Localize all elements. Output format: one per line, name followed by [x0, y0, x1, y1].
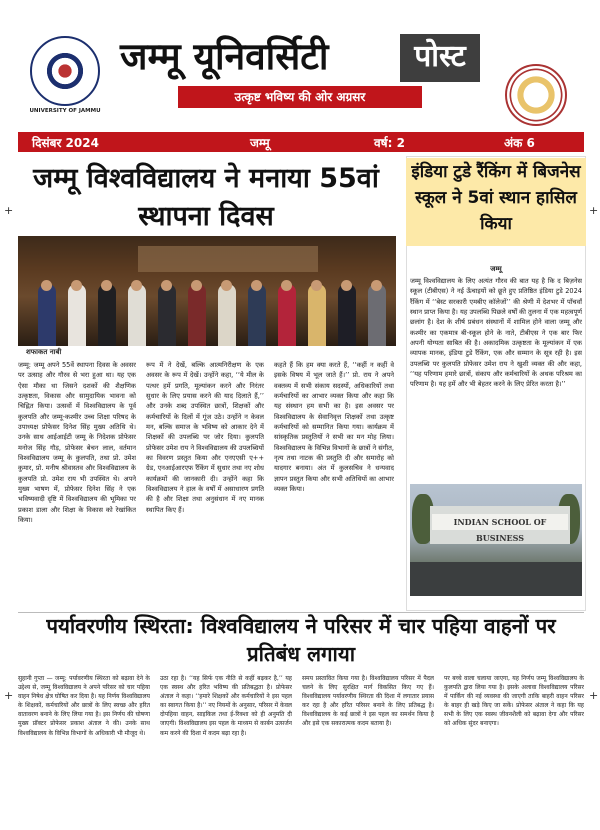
- second-article-col3: समय प्रस्तावित किया गया है। विश्वविद्यालय परिसर में पैदल चलने के लिए सुरक्षित मार्ग विकसित किए गए हैं। विश्वविद्यालय पर्यावरणीय स्थिरता की दिशा में लगातार प्रयास कर रहा है और हरित परिसर बनाने के लिए प्रतिबद्ध है। विश्वविद्यालय के कई छात्रों ने इस पहल का समर्थन किया है और इसे एक सकारात्मक कदम बताया है।: [302, 675, 434, 728]
- school-sign: INDIAN SCHOOL OF BUSINESS: [432, 514, 568, 530]
- sidebar-headline: इंडिया टुडे रैंकिंग में बिजनेस स्कूल ने 5वां स्थान हासिल किया: [411, 162, 581, 234]
- sidebar-dateline: जम्मू: [490, 265, 502, 273]
- lead-article-col3: कहते हैं कि हम क्या करते हैं, ‘‘कहीं न कहीं वे इसके विषय में भूल जाते हैं।’’ प्रो. राय ने अपने वक्तव्य में सभी संकाय सदस्यों, अधिकारियों तथा कर्मचारियों का आभार व्यक्त किया और कहा कि यह संस्थान हम सभी का है। इस अवसर पर विश्वविद्यालय के सेवानिवृत्त शिक्षकों तथा उत्कृष्ट कर्मचारियों को सम्मानित किया गया। कार्यक्रम में सांस्कृतिक प्रस्तुतियों ने सभी का मन मोह लिया। विश्वविद्यालय के विभिन्न विभागों के छात्रों ने संगीत, नृत्य तथा नाटक की प्रस्तुति दी और समारोह को यादगार बनाया। अंत में कुलसचिव ने धन्यवाद ज्ञापन प्रस्तुत किया और सभी अतिथियों का आभार व्यक्त किया।: [274, 361, 394, 494]
- crop-mark: +: [589, 689, 599, 702]
- lead-headline: जम्मू विश्वविद्यालय ने मनाया 55वां स्थापना दिवस: [33, 163, 379, 232]
- issue-number: अंक 6: [504, 135, 535, 150]
- business-school-photo: [410, 484, 582, 596]
- lead-article-col2: रूप में ने देखें, बल्कि आत्मनिरीक्षण के एक अवसर के रूप में देखें। उन्होंने कहा, ‘‘ये मील के पत्थर हमें प्रगति, मूल्यांकन करने और निरंतर सुधार के लिए प्रयास करने की याद दिलाते हैं,’’ और उनके शब्द उपस्थित छात्रों, शिक्षकों और कर्मचारियों के दिलों में गूंज उठे। उन्होंने न केवल मन, बल्कि समाज के भविष्य को आकार देने में शिक्षकों की उपलब्धि पर जोर दिया। कुलपति प्रोफेसर उमेश राय ने विश्वविद्यालय की उपलब्धियों का विवरण प्रस्तुत किया और एनएएसी ए++ ग्रेड, एनआईआरएफ रैंकिंग में सुधार तथा नए शोध कार्यक्रमों की जानकारी दी। उन्होंने कहा कि विश्वविद्यालय ने हाल के वर्षों में असाधारण प्रगति की है और शिक्षा तथा अनुसंधान में नए मानक स्थापित किए हैं।: [146, 361, 264, 514]
- issue-info-bar: [18, 132, 584, 152]
- issue-year: वर्ष: 2: [374, 135, 405, 150]
- masthead: [0, 20, 600, 132]
- masthead-post-box: पोस्ट: [400, 34, 480, 82]
- issue-date: दिसंबर 2024: [32, 135, 99, 150]
- crop-mark: +: [4, 204, 14, 217]
- second-headline: पर्यावरणीय स्थिरता: विश्वविद्यालय ने परिसर में चार पहिया वाहनों पर प्रतिबंध लगाया: [46, 614, 556, 666]
- crop-mark: +: [4, 689, 14, 702]
- photo-credit: शफाकत नाबी: [26, 348, 62, 356]
- sidebar-article-body: जम्मू विश्वविद्यालय के लिए अत्यंत गौरव की बात यह है कि द बिज़नेस स्कूल (टीबीएस) ने नई ऊँचाइयों को छूते हुए प्रतिष्ठित इंडिया टुडे 2024 रैंकिंग में ‘‘बेस्ट सरकारी एमबीए कॉलेजों’’ की श्रेणी में देशभर में पाँचवाँ स्थान प्राप्त किया है। यह उपलब्धि पिछले वर्षों की तुलना में एक महत्वपूर्ण छलांग है। देश के शीर्ष प्रबंधन संस्थानों में शामिल होने वाला जम्मू और कश्मीर का एकमात्र बी-स्कूल होने के नाते, टीबीएस ने एक बार फिर अपनी योग्यता साबित की है। अकादमिक उत्कृष्टता के मूल्यांकन में एक व्यापक मानक, इंडिया टुडे रैंकिंग, एक और सम्मान के सूत्र रही है। इस उपलब्धि पर कुलपति प्रोफेसर उमेश राय ने खुशी व्यक्त की और कहा, ‘‘यह परिणाम हमारे छात्रों, संकाय और कर्मचारियों के अथक परिश्रम का परिणाम है। यह हमें और भी बेहतर करने के लिए प्रेरित करता है।’’: [410, 277, 582, 389]
- logo-caption: UNIVERSITY OF JAMMU: [29, 108, 101, 114]
- masthead-title: जम्मू यूनिवर्सिटी: [120, 35, 329, 78]
- foundation-day-photo: [18, 236, 396, 346]
- university-logo: [505, 64, 567, 126]
- masthead-tagline: उत्कृष्ट भविष्य की ओर अग्रसर: [178, 86, 422, 108]
- lead-article-col1: जम्मू: जम्मू अपने 55वें स्थापना दिवस के अवसर पर उत्साह और गौरव से भरा हुआ था। यह एक ऐसा मौका था जिसने दशकों की शैक्षणिक उत्कृष्टता, विकास और सामुदायिक भावना को चिह्नित किया। उत्सवों में विश्वविद्यालय के पूर्व कुलपति और जम्मू-कश्मीर उच्च शिक्षा परिषद के उपाध्यक्ष प्रोफेसर दिनेश सिंह मुख्य अतिथि थे। उनके साथ आईआईटी जम्मू के निदेशक प्रोफेसर मनोज सिंह गौड़, प्रोफेसर बेचन लाल, वर्तमान विश्वविद्यालय जम्मू के कुलपति, तथा प्रो. उमेश कुमार, प्रो. मनीष श्रीवास्तव और विश्वविद्यालय के कुलपति प्रो. उमेश राय भी उपस्थित थे। अपने मुख्य भाषण में, प्रोफेसर दिनेश सिंह ने एक भविष्यवादी दृष्टि में विश्वविद्यालय की भूमिका पर प्रकाश डाला और शिक्षा के विकास को रेखांकित किया।: [18, 361, 136, 525]
- issue-place: जम्मू: [250, 135, 270, 150]
- second-article-col2: उठा रहा है। ‘‘यह सिर्फ एक नीति से कहीं बढ़कर है,’’ यह एक स्वस्थ और हरित भविष्य की प्रतिबद्धता है। प्रोफेसर अंताल ने कहा। ‘‘हमारे शिक्षकों और कर्मचारियों ने इस पहल का स्वागत किया है।’’ नए नियमों के अनुसार, परिसर में केवल दोपहिया वाहन, साइकिल तथा ई-रिक्शा को ही अनुमति दी जाएगी। विश्वविद्यालय इस पहल के माध्यम से कार्बन उत्सर्जन कम करने की दिशा में कदम बढ़ा रहा है।: [160, 675, 292, 737]
- second-article-col4: पर बच्चे वाला चलाया जाएगा, यह निर्णय जम्मू विश्वविद्यालय के कुलपति द्वारा लिया गया है। इसके अलावा विश्वविद्यालय परिसर में पार्किंग की नई व्यवस्था की जाएगी ताकि बाहरी वाहन परिसर के बाहर ही खड़े किए जा सकें। प्रोफेसर अंताल ने कहा कि यह सभी के लिए एक स्वस्थ जीवनशैली को बढ़ावा देगा और परिसर को अधिक सुंदर बनाएगा।: [444, 675, 584, 728]
- department-logo: [30, 36, 100, 106]
- crop-mark: +: [589, 204, 599, 217]
- second-article-col1: सुहानी गुप्ता — जम्मू: पर्यावरणीय स्थिरता को बढ़ावा देने के उद्देश्य से, जम्मू विश्वविद्यालय ने अपने परिसर को चार पहिया वाहन निषेध क्षेत्र घोषित कर दिया है। यह निर्णय विश्वविद्यालय के शिक्षकों, कर्मचारियों और छात्रों के लिए स्वच्छ और हरित वातावरण बनाने के लिए लिया गया है। इस निर्णय की घोषणा मुख्य प्रॉक्टर प्रोफेसर प्रकाश अंताल ने की। उनके साथ विश्वविद्यालय के विभिन्न विभागों के अधिकारी भी मौजूद थे।: [18, 675, 150, 737]
